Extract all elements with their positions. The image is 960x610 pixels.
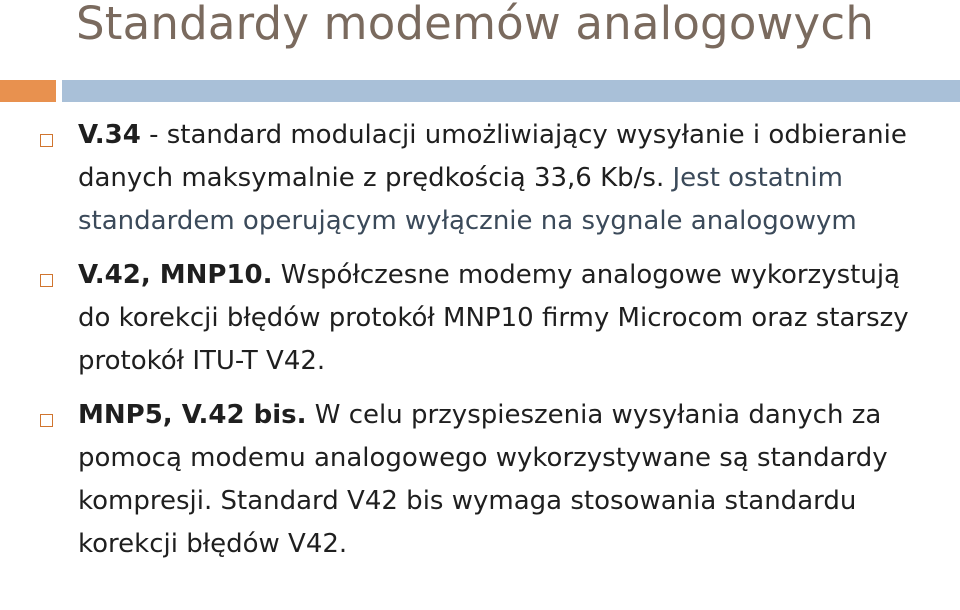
bullet-text: Współczesne modemy analogowe wykorzystują do korekcji błędów protokół MNP10 firmy Microcom oraz starszy protokół ITU-T V42. [78,260,909,376]
hollow-square-icon [40,274,53,287]
accent-bar-blue [62,80,960,102]
bullet-text: W celu przyspieszenia wysyłania danych za pomocą modemu analogowego wykorzystywane są standardy kompresji. Standard V42 bis wymaga stosowania standardu korekcji błędów V42. [78,400,888,559]
accent-bar-orange [0,80,56,102]
bullet-text: - standard modulacji umożliwiający wysyłanie i odbieranie danych maksymalnie z prędkością 33,6 Kb/s. [78,120,907,193]
bullet-item-v42-mnp10 [0,254,960,383]
bullet-lead: V.34 [78,120,141,150]
slide-title: Standardy modemów analogowych [76,0,875,50]
bullet-item-v34 [0,114,960,243]
bullet-list [0,114,960,566]
hollow-square-icon [40,134,53,147]
bullet-lead: MNP5, V.42 bis. [78,400,307,430]
bullet-lead: V.42, MNP10. [78,260,273,290]
hollow-square-icon [40,414,53,427]
bullet-extra-text: Jest ostatnim standardem operującym wyłącznie na sygnale analogowym [78,163,857,236]
bullet-item-mnp5-v42bis [0,394,960,566]
